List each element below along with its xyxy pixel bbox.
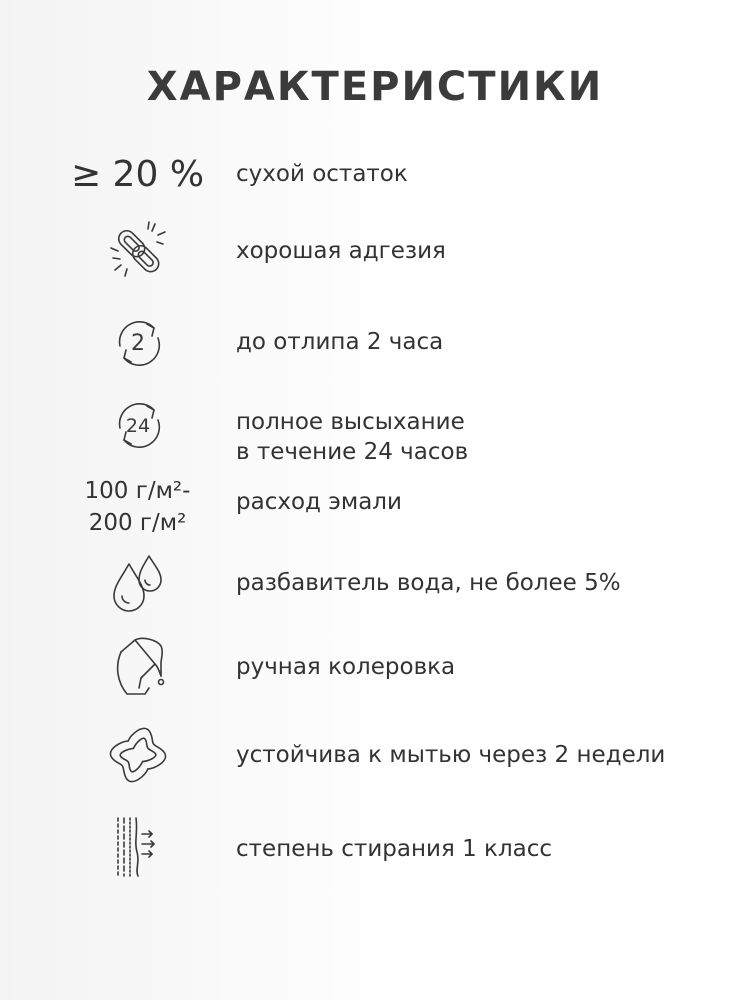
consumption-value-line2: 200 г/м²	[88, 510, 187, 536]
chain-link-icon	[70, 218, 205, 284]
cycle-arrows-2-icon	[70, 310, 205, 374]
paint-bucket-icon	[70, 632, 205, 702]
characteristic-row-washing	[0, 720, 750, 790]
tack-free-label: до отлипа 2 часа	[236, 329, 444, 355]
characteristic-row-abrasion	[0, 812, 750, 882]
characteristic-row-thinner	[0, 550, 750, 616]
dry-residue-label: сухой остаток	[236, 161, 408, 187]
characteristic-row-tack-free	[0, 310, 750, 374]
consumption-label: расход эмали	[236, 489, 402, 515]
full-drying-label-line2: в течение 24 часов	[236, 439, 469, 465]
characteristic-row-adhesion	[0, 218, 750, 284]
full-drying-label-line1: полное высыхание	[236, 409, 465, 435]
thinner-label: разбавитель вода, не более 5%	[236, 570, 621, 596]
cycle-arrows-24-icon	[70, 392, 205, 456]
dry-residue-value-cell	[70, 150, 205, 198]
tinting-label: ручная колеровка	[236, 654, 456, 680]
characteristic-row-dry-residue	[0, 150, 750, 198]
consumption-value-line1: 100 г/м²-	[84, 478, 191, 504]
characteristic-row-consumption	[0, 472, 750, 542]
dry-residue-value: ≥ 20 %	[70, 153, 205, 195]
adhesion-label: хорошая адгезия	[236, 238, 446, 264]
sponge-icon	[70, 720, 205, 790]
cycle-number: 2	[130, 331, 145, 356]
water-drops-icon	[70, 550, 205, 616]
abrasion-label: степень стирания 1 класс	[236, 836, 553, 862]
consumption-value-cell	[70, 472, 205, 542]
cycle-number: 24	[125, 415, 150, 437]
washing-label: устойчива к мытью через 2 недели	[236, 742, 666, 768]
characteristic-row-tinting	[0, 632, 750, 702]
abrasion-surface-icon	[70, 812, 205, 882]
characteristic-row-full-drying	[0, 392, 750, 464]
page-title: ХАРАКТЕРИСТИКИ	[146, 64, 604, 110]
